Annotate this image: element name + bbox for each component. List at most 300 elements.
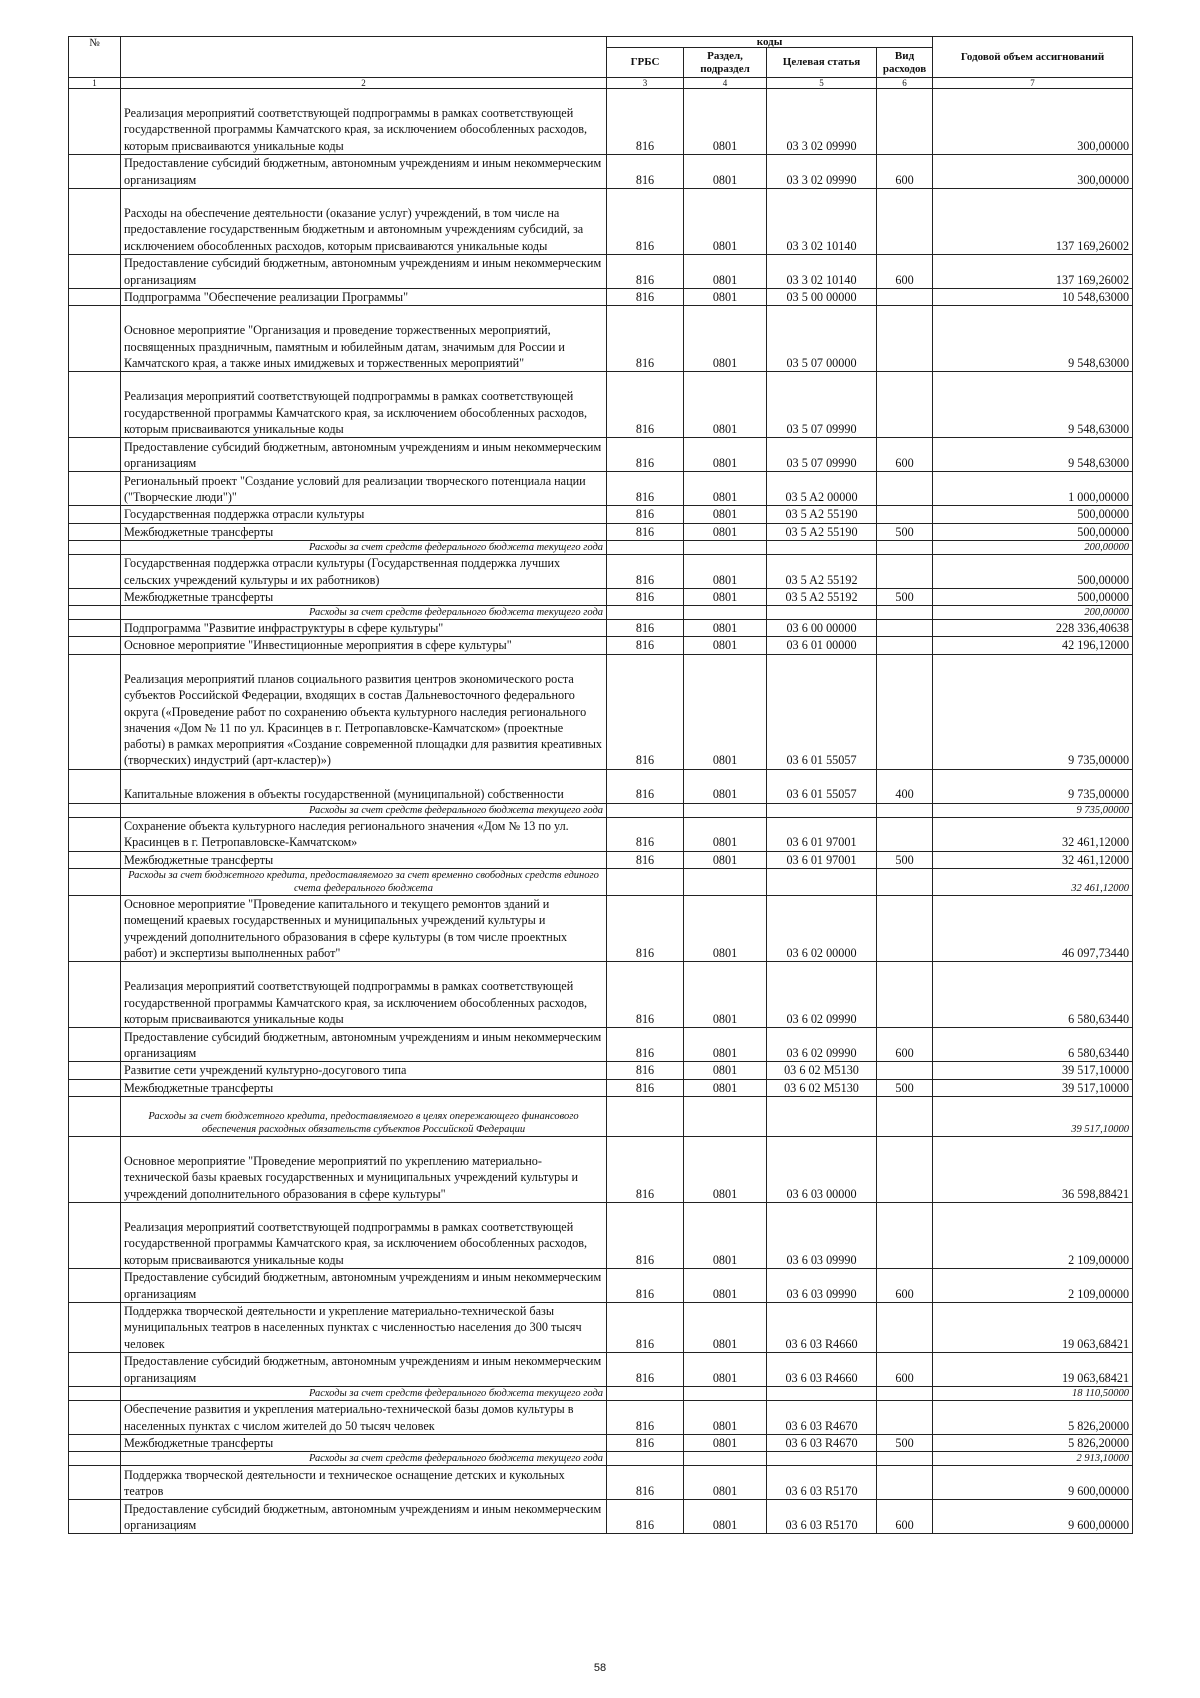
cell-num	[69, 1466, 121, 1500]
cell-exptype	[877, 472, 933, 506]
page-number: 58	[593, 1662, 607, 1674]
table-row	[69, 637, 1133, 654]
cell-num	[69, 654, 121, 769]
cell-target: 03 6 01 55057	[767, 769, 877, 803]
cell-grbs: 816	[607, 89, 684, 155]
cell-target: 03 6 01 97001	[767, 817, 877, 851]
cell-target: 03 6 02 09990	[767, 1028, 877, 1062]
cell-exptype	[877, 606, 933, 620]
cell-target	[767, 1096, 877, 1136]
cell-name: Сохранение объекта культурного наследия регионального значения «Дом № 13 по ул. Красинцев в г. Петропавловске-Камчатском»	[121, 817, 607, 851]
cell-num	[69, 620, 121, 637]
cell-exptype	[877, 1202, 933, 1268]
table-row-funding-source	[69, 803, 1133, 817]
colnum-3: 3	[607, 78, 684, 89]
cell-name: Предоставление субсидий бюджетным, автономным учреждениям и иным некоммерческим организациям	[121, 1352, 607, 1386]
cell-num	[69, 1352, 121, 1386]
cell-exptype: 600	[877, 438, 933, 472]
cell-section: 0801	[684, 962, 767, 1028]
cell-name: Предоставление субсидий бюджетным, автономным учреждениям и иным некоммерческим организациям	[121, 1028, 607, 1062]
cell-num	[69, 1302, 121, 1352]
cell-grbs: 816	[607, 554, 684, 588]
cell-exptype	[877, 89, 933, 155]
table-row	[69, 588, 1133, 605]
cell-exptype: 600	[877, 1268, 933, 1302]
cell-exptype	[877, 637, 933, 654]
cell-exptype: 500	[877, 1434, 933, 1451]
cell-section: 0801	[684, 1268, 767, 1302]
cell-exptype	[877, 1452, 933, 1466]
cell-num	[69, 588, 121, 605]
colnum-5: 5	[767, 78, 877, 89]
cell-sum: 137 169,26002	[933, 255, 1133, 289]
cell-grbs: 816	[607, 189, 684, 255]
cell-name: Обеспечение развития и укрепления материально-технической базы домов культуры в населенных пунктах с числом жителей до 50 тысяч человек	[121, 1400, 607, 1434]
table-row-funding-source	[69, 540, 1133, 554]
cell-sum: 6 580,63440	[933, 1028, 1133, 1062]
cell-grbs: 816	[607, 1500, 684, 1534]
table-row	[69, 1079, 1133, 1096]
cell-section: 0801	[684, 588, 767, 605]
cell-grbs: 816	[607, 372, 684, 438]
cell-sum: 1 000,00000	[933, 472, 1133, 506]
cell-num	[69, 1268, 121, 1302]
cell-num	[69, 1434, 121, 1451]
cell-target: 03 6 01 00000	[767, 637, 877, 654]
cell-name: Развитие сети учреждений культурно-досугового типа	[121, 1062, 607, 1079]
cell-num	[69, 1386, 121, 1400]
cell-name: Реализация мероприятий соответствующей подпрограммы в рамках соответствующей государственной программы Камчатского края, за исключением обособленных расходов, которым присваиваются уникальные коды	[121, 372, 607, 438]
table-row	[69, 962, 1133, 1028]
cell-sum: 500,00000	[933, 523, 1133, 540]
cell-exptype: 500	[877, 1079, 933, 1096]
cell-name: Подпрограмма "Развитие инфраструктуры в сфере культуры"	[121, 620, 607, 637]
cell-exptype	[877, 1386, 933, 1400]
cell-exptype	[877, 896, 933, 962]
cell-grbs: 816	[607, 523, 684, 540]
cell-target: 03 6 03 09990	[767, 1268, 877, 1302]
cell-grbs: 816	[607, 817, 684, 851]
cell-section: 0801	[684, 506, 767, 523]
cell-num	[69, 869, 121, 896]
table-row	[69, 620, 1133, 637]
header-target: Целевая статья	[767, 48, 877, 78]
table-row	[69, 1268, 1133, 1302]
header-num: №	[69, 37, 121, 78]
cell-exptype	[877, 372, 933, 438]
cell-target: 03 5 A2 55192	[767, 588, 877, 605]
cell-num	[69, 506, 121, 523]
cell-grbs: 816	[607, 506, 684, 523]
cell-sum: 39 517,10000	[933, 1096, 1133, 1136]
cell-name: Межбюджетные трансферты	[121, 1434, 607, 1451]
cell-exptype: 600	[877, 155, 933, 189]
header-name	[121, 37, 607, 78]
cell-name: Расходы на обеспечение деятельности (оказание услуг) учреждений, в том числе на предоставление государственным бюджетным и автономным учреждениям субсидий, за исключением обособленных расходов, которым присваиваются уникальные коды	[121, 189, 607, 255]
cell-num	[69, 289, 121, 306]
cell-num	[69, 306, 121, 372]
table-row	[69, 255, 1133, 289]
cell-num	[69, 803, 121, 817]
cell-num	[69, 962, 121, 1028]
cell-exptype: 600	[877, 255, 933, 289]
table-row	[69, 1302, 1133, 1352]
cell-sum: 500,00000	[933, 588, 1133, 605]
cell-target: 03 5 A2 55190	[767, 523, 877, 540]
cell-section: 0801	[684, 438, 767, 472]
cell-section: 0801	[684, 1352, 767, 1386]
cell-exptype: 600	[877, 1500, 933, 1534]
cell-num	[69, 1202, 121, 1268]
cell-grbs: 816	[607, 620, 684, 637]
cell-sum: 10 548,63000	[933, 289, 1133, 306]
cell-sum: 9 548,63000	[933, 372, 1133, 438]
cell-exptype: 600	[877, 1028, 933, 1062]
table-row	[69, 289, 1133, 306]
cell-name: Государственная поддержка отрасли культуры (Государственная поддержка лучших сельских учреждений культуры и их работников)	[121, 554, 607, 588]
cell-sum: 300,00000	[933, 89, 1133, 155]
cell-grbs: 816	[607, 472, 684, 506]
table-row	[69, 189, 1133, 255]
cell-exptype	[877, 869, 933, 896]
cell-grbs: 816	[607, 1268, 684, 1302]
cell-name: Подпрограмма "Обеспечение реализации Программы"	[121, 289, 607, 306]
cell-target: 03 6 03 00000	[767, 1136, 877, 1202]
table-row	[69, 1500, 1133, 1534]
cell-name: Реализация мероприятий соответствующей подпрограммы в рамках соответствующей государственной программы Камчатского края, за исключением обособленных расходов, которым присваиваются уникальные коды	[121, 89, 607, 155]
cell-exptype	[877, 306, 933, 372]
cell-section: 0801	[684, 851, 767, 868]
cell-sum: 19 063,68421	[933, 1352, 1133, 1386]
cell-target: 03 6 03 R4660	[767, 1302, 877, 1352]
cell-target: 03 5 A2 55190	[767, 506, 877, 523]
cell-grbs: 816	[607, 769, 684, 803]
cell-sum: 500,00000	[933, 506, 1133, 523]
table-row	[69, 523, 1133, 540]
cell-num	[69, 1079, 121, 1096]
cell-num	[69, 89, 121, 155]
cell-grbs: 816	[607, 851, 684, 868]
cell-exptype: 500	[877, 523, 933, 540]
cell-grbs: 816	[607, 289, 684, 306]
cell-grbs: 816	[607, 1028, 684, 1062]
cell-num	[69, 1500, 121, 1534]
cell-name: Межбюджетные трансферты	[121, 1079, 607, 1096]
cell-grbs: 816	[607, 962, 684, 1028]
cell-num	[69, 1400, 121, 1434]
cell-num	[69, 637, 121, 654]
cell-num	[69, 1028, 121, 1062]
cell-target: 03 6 03 R4670	[767, 1400, 877, 1434]
cell-name: Расходы за счет средств федерального бюджета текущего года	[121, 803, 607, 817]
table-row	[69, 472, 1133, 506]
cell-exptype	[877, 289, 933, 306]
table-row	[69, 1202, 1133, 1268]
cell-name: Поддержка творческой деятельности и укрепление материально-технической базы муниципальных театров в населенных пунктах с численностью населения до 300 тысяч человек	[121, 1302, 607, 1352]
cell-sum: 9 735,00000	[933, 769, 1133, 803]
colnum-4: 4	[684, 78, 767, 89]
colnum-6: 6	[877, 78, 933, 89]
cell-target: 03 5 07 09990	[767, 372, 877, 438]
table-row	[69, 306, 1133, 372]
table-row	[69, 896, 1133, 962]
header-exptype: Вид расходов	[877, 48, 933, 78]
cell-name: Капитальные вложения в объекты государственной (муниципальной) собственности	[121, 769, 607, 803]
cell-sum: 39 517,10000	[933, 1062, 1133, 1079]
cell-exptype	[877, 962, 933, 1028]
table-row	[69, 1400, 1133, 1434]
cell-section: 0801	[684, 1434, 767, 1451]
cell-section: 0801	[684, 1028, 767, 1062]
cell-exptype	[877, 506, 933, 523]
cell-name: Расходы за счет средств федерального бюджета текущего года	[121, 1386, 607, 1400]
cell-exptype	[877, 803, 933, 817]
cell-grbs: 816	[607, 1079, 684, 1096]
cell-target: 03 5 07 09990	[767, 438, 877, 472]
cell-sum: 46 097,73440	[933, 896, 1133, 962]
cell-sum: 18 110,50000	[933, 1386, 1133, 1400]
cell-num	[69, 372, 121, 438]
cell-sum: 9 735,00000	[933, 803, 1133, 817]
cell-section: 0801	[684, 1302, 767, 1352]
cell-exptype	[877, 1136, 933, 1202]
cell-target: 03 3 02 10140	[767, 255, 877, 289]
cell-target: 03 6 01 97001	[767, 851, 877, 868]
cell-grbs	[607, 869, 684, 896]
cell-sum: 32 461,12000	[933, 817, 1133, 851]
cell-target: 03 6 03 R5170	[767, 1466, 877, 1500]
cell-exptype	[877, 554, 933, 588]
cell-name: Межбюджетные трансферты	[121, 851, 607, 868]
cell-section: 0801	[684, 1466, 767, 1500]
cell-name: Расходы за счет бюджетного кредита, предоставляемого за счет временно свободных средств единого счета федерального бюджета	[121, 869, 607, 896]
table-row	[69, 654, 1133, 769]
cell-section: 0801	[684, 896, 767, 962]
cell-section	[684, 1386, 767, 1400]
table-body	[69, 89, 1133, 1534]
header-codes: коды	[607, 37, 933, 48]
cell-target	[767, 1452, 877, 1466]
cell-name: Расходы за счет средств федерального бюджета текущего года	[121, 606, 607, 620]
cell-exptype: 600	[877, 1352, 933, 1386]
cell-num	[69, 896, 121, 962]
cell-num	[69, 438, 121, 472]
cell-section: 0801	[684, 372, 767, 438]
cell-exptype	[877, 654, 933, 769]
cell-name: Предоставление субсидий бюджетным, автономным учреждениям и иным некоммерческим организациям	[121, 155, 607, 189]
cell-target: 03 3 02 09990	[767, 155, 877, 189]
table-row	[69, 155, 1133, 189]
cell-sum: 200,00000	[933, 540, 1133, 554]
cell-name: Реализация мероприятий планов социального развития центров экономического роста субъектов Российской Федерации, входящих в состав Дальневосточного федерального округа («Проведение работ по сохранению объекта культурного наследия регионального значения «Дом № 11 по ул. Красинцев в г. Петропавловске-Камчатском» (проектные работы) в рамках мероприятия «Создание современной площадки для развития креативных (творческих) индустрий (арт-кластер)»)	[121, 654, 607, 769]
cell-grbs: 816	[607, 1062, 684, 1079]
table-row	[69, 372, 1133, 438]
cell-target	[767, 606, 877, 620]
cell-name: Региональный проект "Создание условий для реализации творческого потенциала нации ("Творческие люди")"	[121, 472, 607, 506]
cell-section: 0801	[684, 89, 767, 155]
cell-exptype	[877, 817, 933, 851]
cell-grbs: 816	[607, 896, 684, 962]
cell-name: Расходы за счет бюджетного кредита, предоставляемого в целях опережающего финансового обеспечения расходных обязательств субъектов Российской Федерации	[121, 1096, 607, 1136]
cell-target: 03 6 02 09990	[767, 962, 877, 1028]
cell-section: 0801	[684, 620, 767, 637]
cell-section: 0801	[684, 1400, 767, 1434]
cell-grbs: 816	[607, 1434, 684, 1451]
cell-name: Государственная поддержка отрасли культуры	[121, 506, 607, 523]
cell-exptype	[877, 1062, 933, 1079]
cell-sum: 2 913,10000	[933, 1452, 1133, 1466]
cell-grbs: 816	[607, 588, 684, 605]
cell-section: 0801	[684, 1062, 767, 1079]
cell-num	[69, 189, 121, 255]
table-row	[69, 1062, 1133, 1079]
cell-grbs	[607, 540, 684, 554]
cell-name: Межбюджетные трансферты	[121, 523, 607, 540]
cell-target: 03 6 00 00000	[767, 620, 877, 637]
cell-exptype	[877, 540, 933, 554]
cell-num	[69, 1096, 121, 1136]
table-row-funding-source	[69, 1096, 1133, 1136]
cell-target: 03 6 02 M5130	[767, 1079, 877, 1096]
cell-name: Межбюджетные трансферты	[121, 588, 607, 605]
budget-table-sheet	[68, 36, 1132, 1534]
cell-name: Основное мероприятие "Проведение капитального и текущего ремонтов зданий и помещений краевых государственных и муниципальных учреждений культуры и учреждений дополнительного образования в сфере культуры (в том числе проектных работ) и экспертизы выполненных работ"	[121, 896, 607, 962]
cell-grbs: 816	[607, 1302, 684, 1352]
cell-num	[69, 554, 121, 588]
table-row	[69, 1434, 1133, 1451]
cell-sum: 9 548,63000	[933, 306, 1133, 372]
cell-name: Реализация мероприятий соответствующей подпрограммы в рамках соответствующей государственной программы Камчатского края, за исключением обособленных расходов, которым присваиваются уникальные коды	[121, 1202, 607, 1268]
cell-exptype	[877, 189, 933, 255]
cell-sum: 137 169,26002	[933, 189, 1133, 255]
budget-table	[68, 36, 1133, 1534]
cell-sum: 2 109,00000	[933, 1202, 1133, 1268]
cell-grbs	[607, 1452, 684, 1466]
cell-section: 0801	[684, 1079, 767, 1096]
cell-name: Реализация мероприятий соответствующей подпрограммы в рамках соответствующей государственной программы Камчатского края, за исключением обособленных расходов, которым присваиваются уникальные коды	[121, 962, 607, 1028]
cell-num	[69, 851, 121, 868]
cell-grbs	[607, 1386, 684, 1400]
cell-name: Расходы за счет средств федерального бюджета текущего года	[121, 1452, 607, 1466]
cell-section: 0801	[684, 289, 767, 306]
cell-sum: 9 600,00000	[933, 1500, 1133, 1534]
colnum-1: 1	[69, 78, 121, 89]
cell-sum: 36 598,88421	[933, 1136, 1133, 1202]
table-row	[69, 851, 1133, 868]
cell-sum: 32 461,12000	[933, 869, 1133, 896]
cell-sum: 9 600,00000	[933, 1466, 1133, 1500]
cell-num	[69, 255, 121, 289]
cell-name: Поддержка творческой деятельности и техническое оснащение детских и кукольных театров	[121, 1466, 607, 1500]
cell-grbs: 816	[607, 306, 684, 372]
colnum-7: 7	[933, 78, 1133, 89]
cell-sum: 9 548,63000	[933, 438, 1133, 472]
table-row	[69, 817, 1133, 851]
cell-num	[69, 155, 121, 189]
cell-sum: 500,00000	[933, 554, 1133, 588]
table-row	[69, 554, 1133, 588]
cell-target: 03 6 03 R5170	[767, 1500, 877, 1534]
table-row	[69, 438, 1133, 472]
cell-num	[69, 540, 121, 554]
cell-exptype	[877, 1302, 933, 1352]
cell-section: 0801	[684, 769, 767, 803]
colnum-2: 2	[121, 78, 607, 89]
cell-target	[767, 869, 877, 896]
cell-section: 0801	[684, 817, 767, 851]
cell-section	[684, 1096, 767, 1136]
table-row-funding-source	[69, 1452, 1133, 1466]
cell-section: 0801	[684, 306, 767, 372]
table-row	[69, 1466, 1133, 1500]
cell-grbs: 816	[607, 1466, 684, 1500]
cell-grbs: 816	[607, 1202, 684, 1268]
cell-target: 03 3 02 10140	[767, 189, 877, 255]
header-grbs: ГРБС	[607, 48, 684, 78]
cell-sum: 6 580,63440	[933, 962, 1133, 1028]
cell-sum: 200,00000	[933, 606, 1133, 620]
cell-target: 03 5 A2 00000	[767, 472, 877, 506]
table-row	[69, 1352, 1133, 1386]
cell-name: Основное мероприятие "Организация и проведение торжественных мероприятий, посвященных праздничным, памятным и юбилейным датам, значимым для России и Камчатского края, а также иных имиджевых и торжественных мероприятий"	[121, 306, 607, 372]
cell-sum: 9 735,00000	[933, 654, 1133, 769]
cell-exptype: 500	[877, 851, 933, 868]
cell-sum: 228 336,40638	[933, 620, 1133, 637]
cell-num	[69, 523, 121, 540]
cell-section: 0801	[684, 523, 767, 540]
cell-target: 03 6 03 R4660	[767, 1352, 877, 1386]
cell-sum: 5 826,20000	[933, 1400, 1133, 1434]
cell-name: Основное мероприятие "Инвестиционные мероприятия в сфере культуры"	[121, 637, 607, 654]
cell-grbs: 816	[607, 1352, 684, 1386]
cell-exptype: 500	[877, 588, 933, 605]
table-row	[69, 1136, 1133, 1202]
cell-section: 0801	[684, 255, 767, 289]
cell-section	[684, 606, 767, 620]
cell-section: 0801	[684, 1136, 767, 1202]
cell-num	[69, 1136, 121, 1202]
table-row	[69, 89, 1133, 155]
cell-sum: 32 461,12000	[933, 851, 1133, 868]
cell-section: 0801	[684, 637, 767, 654]
cell-name: Предоставление субсидий бюджетным, автономным учреждениям и иным некоммерческим организациям	[121, 1268, 607, 1302]
cell-num	[69, 472, 121, 506]
cell-grbs: 816	[607, 654, 684, 769]
cell-target: 03 6 01 55057	[767, 654, 877, 769]
cell-num	[69, 1452, 121, 1466]
cell-sum: 19 063,68421	[933, 1302, 1133, 1352]
cell-num	[69, 606, 121, 620]
cell-target: 03 6 03 09990	[767, 1202, 877, 1268]
cell-sum: 5 826,20000	[933, 1434, 1133, 1451]
cell-section: 0801	[684, 155, 767, 189]
cell-sum: 2 109,00000	[933, 1268, 1133, 1302]
cell-grbs: 816	[607, 255, 684, 289]
cell-exptype	[877, 620, 933, 637]
table-row-funding-source	[69, 1386, 1133, 1400]
cell-grbs: 816	[607, 438, 684, 472]
cell-num	[69, 1062, 121, 1079]
cell-section	[684, 869, 767, 896]
cell-target	[767, 803, 877, 817]
table-row	[69, 1028, 1133, 1062]
cell-sum: 39 517,10000	[933, 1079, 1133, 1096]
cell-grbs	[607, 1096, 684, 1136]
cell-exptype	[877, 1466, 933, 1500]
cell-name: Расходы за счет средств федерального бюджета текущего года	[121, 540, 607, 554]
header-section: Раздел, подраздел	[684, 48, 767, 78]
cell-exptype	[877, 1096, 933, 1136]
